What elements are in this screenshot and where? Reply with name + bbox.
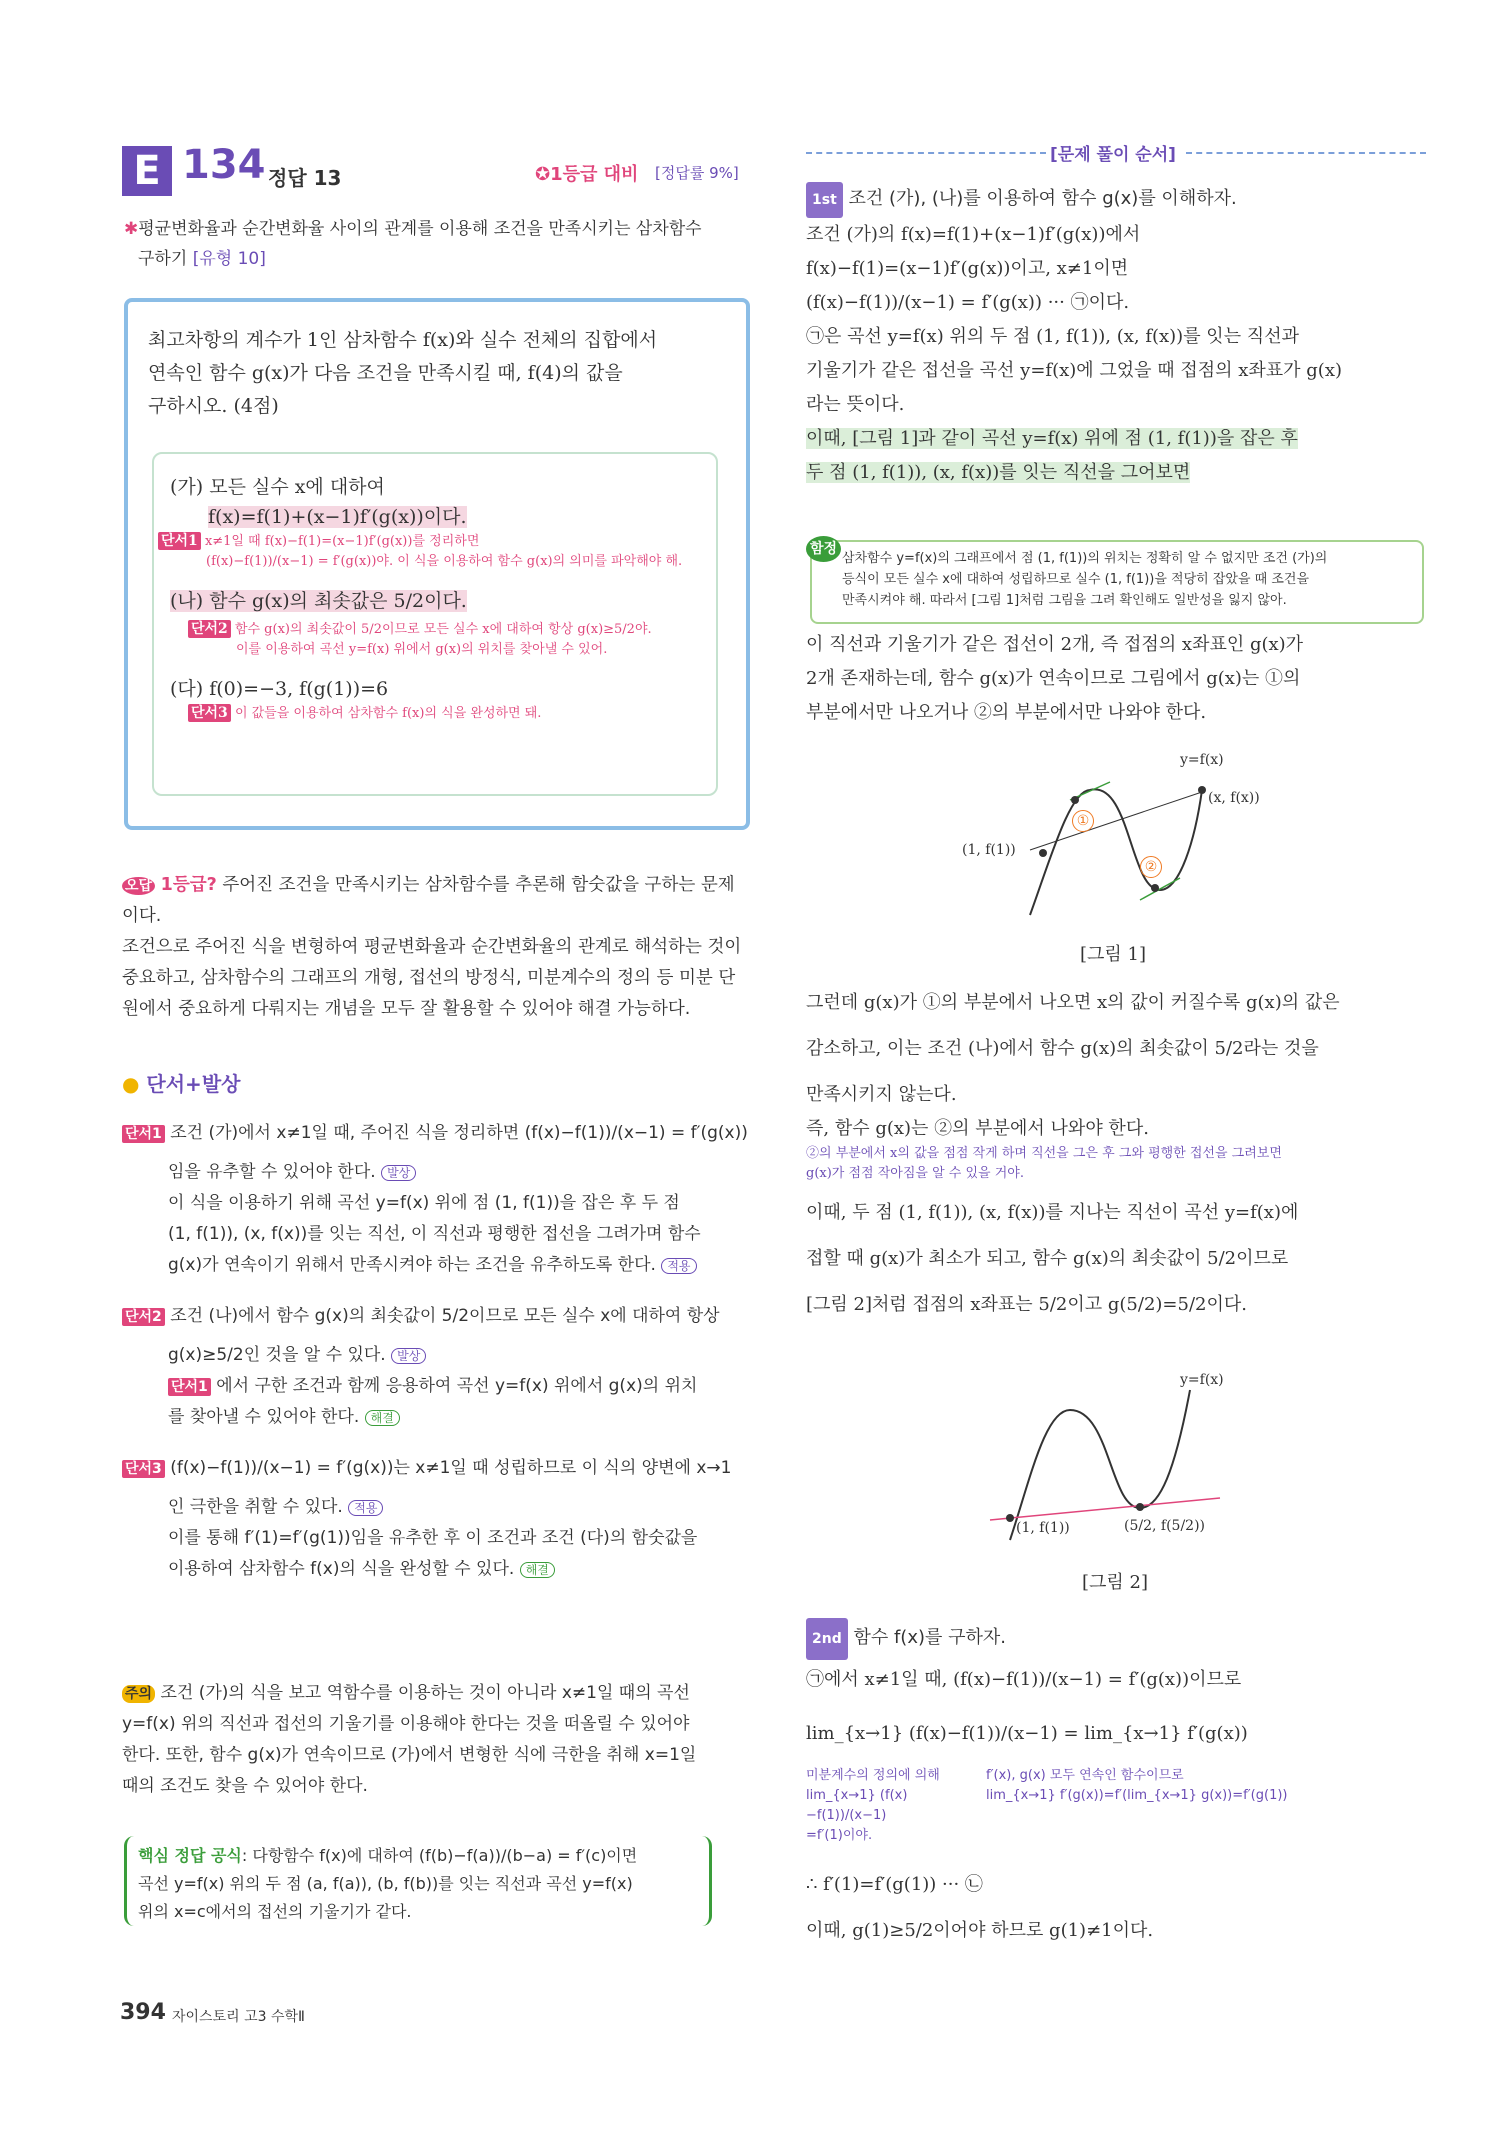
core-formula: 핵심 정답 공식: 다항함수 f(x)에 대하여 (f(b)−f(a))/(b−a) = f′(c)이면 곡선 y=f(x) 위의 두 점 (a, f(a)), (b, f(b))를 잇는 직선과 곡선 y=f(x) 위의 x=c에서의 접선의 기울기가 같다. bbox=[138, 1846, 638, 1921]
caution: 주의 조건 (가)의 식을 보고 역함수를 이용하는 것이 아니라 x≠1일 때의 곡선 y=f(x) 위의 직선과 접선의 기울기를 이용해야 한다는 것을 떠올릴 수 있어야 한다. 또한, 함수 g(x)가 연속이므로 (가)에서 변형한 식에 극한을 취해 x=1일 때의 조건도 찾을 수 있어야 한다. bbox=[122, 1683, 697, 1796]
clues-body: 단서1 조건 (가)에서 x≠1일 때, 주어진 식을 정리하면 (f(x)−f(1))/(x−1) = f′(g(x)) 임을 유추할 수 있어야 한다. 발상 이 식을 이용하기 위해 곡선 y=f(x) 위에 점 (1, f(1))을 잡은 후 두 점 (1, f(1)), (x, f(x))를 잇는 직선, 이 직선과 평행한 접선을 그려가며 함수 g(x)가 연속이기 위해서 만족시켜야 하는 조건을 유추하도록 한다. 적용 단서2 조건 (나)에서 함수 g(x)의 최솟값이 5/2이므로 모든 실수 x에 대하여 항상 g(x)≥5/2인 것을 알 수 있다. 발상 단서1 에서 구한 조건과 함께 응용하여 곡선 y=f(x) 위에서 g(x)의 위치 를 찾아낼 수 있어야 한다. 해결 단서3 (f(x)−f(1))/(x−1) = f′(g(x))는 x≠1일 때 성립하므로 이 식의 양변에 x→1 인 극한을 취할 수 있다. 적용 이를 통해 f′(1)=f′(g(1))임을 유추한 후 이 조건과 조건 (다)의 함숫값을 이용하여 삼차함수 f(x)의 식을 완성할 수 있다. 해결 bbox=[122, 1118, 748, 1585]
figure-1 bbox=[940, 750, 1320, 920]
fig1-caption: [그림 1] bbox=[1080, 944, 1146, 965]
solution-conclusion: ∴ f′(1)=f′(g(1)) ··· ㉡ 이때, g(1)≥5/2이어야 하므로 g(1)≠1이다. bbox=[806, 1874, 1154, 1941]
grade-badge: ✪1등급 대비 bbox=[535, 164, 639, 185]
fig2-tangent-point: (5/2, f(5/2)) bbox=[1124, 1518, 1205, 1534]
fig1-1f1: (1, f(1)) bbox=[962, 842, 1016, 858]
clues-heading: ● 단서+발상 bbox=[122, 1072, 241, 1096]
solution-para5: 이때, 두 점 (1, f(1)), (x, f(x))를 지나는 직선이 곡선 y=f(x)에 접할 때 g(x)가 최소가 되고, 함수 g(x)의 최솟값이 5/2이므로 [그림 2]처럼 접점의 x좌표는 5/2이고 g(5/2)=5/2이다. bbox=[806, 1202, 1299, 1315]
fig1-yfx: y=f(x) bbox=[1180, 752, 1224, 768]
section-letter: E bbox=[122, 146, 172, 196]
solution-para2: 이 직선과 기울기가 같은 접선이 2개, 즉 접점의 x좌표인 g(x)가 2개 존재하는데, 함수 g(x)가 연속이므로 그림에서 g(x)는 ①의 부분에서만 나오거나 ②의 부분에서만 나와야 한다. bbox=[806, 634, 1304, 723]
head-icon: ● bbox=[122, 1072, 140, 1096]
order-title: [문제 풀이 순서] bbox=[1050, 145, 1176, 165]
fig1-region2: ② bbox=[1140, 856, 1162, 878]
answer-label: 정답 13 bbox=[268, 166, 342, 190]
fig2-caption: [그림 2] bbox=[1082, 1572, 1148, 1593]
why-section: 오답 1등급? 주어진 조건을 만족시키는 삼차함수를 추론해 함숫값을 구하는 문제 이다. 조건으로 주어진 식을 변형하여 평균변화율과 순간변화율의 관계로 해석하는 것이 중요하고, 삼차함수의 그래프의 개형, 접선의 방정식, 미분계수의 정의 등 미분 단 원에서 중요하게 다뤄지는 개념을 모두 잘 활용할 수 있어야 해결 가능하다. bbox=[122, 875, 742, 1019]
divider-left bbox=[806, 152, 1046, 154]
star-icon: ✪ bbox=[535, 164, 551, 185]
fig1-xfx: (x, f(x)) bbox=[1208, 790, 1260, 806]
solution-para3: 그런데 g(x)가 ①의 부분에서 나오면 x의 값이 커질수록 g(x)의 값은 감소하고, 이는 조건 (나)에서 함수 g(x)의 최솟값이 5/2라는 것을 만족시키지 않는다. bbox=[806, 992, 1340, 1105]
book-title: 자이스토리 고3 수학Ⅱ bbox=[172, 2009, 305, 2025]
step2-notes: 미분계수의 정의에 의해 lim_{x→1} (f(x)−f(1))/(x−1) =f′(1)이야. f′(x), g(x) 모두 연속인 함수이므로 lim_{x→1} f′(g(x))=f′(lim_{x→1} g(x))=f′(g(1)) bbox=[806, 1768, 1288, 1843]
solution-step1: 1st 조건 (가), (나)를 이용하여 함수 g(x)를 이해하자. 조건 (가)의 f(x)=f(1)+(x−1)f′(g(x))에서 f(x)−f(1)=(x−1)f′(g(x))이고, x≠1이면 (f(x)−f(1))/(x−1) = f′(g(x)) ··· ㉠이다. ㉠은 곡선 y=f(x) 위의 두 점 (1, f(1)), (x, f(x))를 잇는 직선과 기울기가 같은 접선을 곡선 y=f(x)에 그었을 때 접점의 x좌표가 g(x) 라는 뜻이다. 이때, [그림 1]과 같이 곡선 y=f(x) 위에 점 (1, f(1))을 잡은 후 두 점 (1, f(1)), (x, f(x))를 잇는 직선을 그어보면 bbox=[806, 182, 1436, 490]
asterisk-icon: ✱ bbox=[124, 219, 139, 239]
problem-text: 최고차항의 계수가 1인 삼차함수 f(x)와 실수 전체의 집합에서 연속인 함수 g(x)가 다음 조건을 만족시킬 때, f(4)의 값을 구하시오. (4점) bbox=[148, 329, 658, 417]
solution-para4: 즉, 함수 g(x)는 ②의 부분에서 나와야 한다. ②의 부분에서 x의 값을 점점 작게 하며 직선을 그은 후 그와 평행한 접선을 그려보면 g(x)가 점점 작아짐을 알 수 있을 거야. bbox=[806, 1118, 1282, 1181]
trap-note: 삼차함수 y=f(x)의 그래프에서 점 (1, f(1))의 위치는 정확히 알 수 없지만 조건 (가)의 등식이 모든 실수 x에 대하여 성립하므로 실수 (1, f(1))을 적당히 잡았을 때 조건을 만족시켜야 해. 따라서 [그림 1]처럼 그림을 그려 확인해도 일반성을 잃지 않아. bbox=[842, 551, 1328, 608]
problem-number: 134 bbox=[182, 142, 266, 188]
intro: ✱평균변화율과 순간변화율 사이의 관계를 이용해 조건을 만족시키는 삼차함수 구하기 [유형 10] bbox=[124, 219, 702, 269]
trap-tag: 함정 bbox=[806, 536, 841, 562]
solution-step2: 2nd 함수 f(x)를 구하자. ㉠에서 x≠1일 때, (f(x)−f(1))/(x−1) = f′(g(x))이므로 lim_{x→1} (f(x)−f(1))/(x−1) = lim_{x→1} f′(g(x)) bbox=[806, 1618, 1436, 1754]
fig1-region1: ① bbox=[1072, 810, 1094, 832]
page-number: 394 bbox=[120, 2000, 166, 2025]
divider-right bbox=[1186, 152, 1426, 154]
fig2-1f1: (1, f(1)) bbox=[1016, 1520, 1070, 1536]
fig2-yfx: y=f(x) bbox=[1180, 1372, 1224, 1388]
conditions: (가) 모든 실수 x에 대하여 f(x)=f(1)+(x−1)f′(g(x))이다. 단서1 x≠1일 때 f(x)−f(1)=(x−1)f′(g(x))를 정리하면 (f(x)−f(1))/(x−1) = f′(g(x))야. 이 식을 이용하여 함수 g(x)의 의미를 파악해야 해. (나) 함수 g(x)의 최솟값은 5/2이다. 단서2 함수 g(x)의 최솟값이 5/2이므로 모든 실수 x에 대하여 항상 g(x)≥5/2야. 이를 이용하여 곡선 y=f(x) 위에서 g(x)의 위치를 찾아낼 수 있어. (다) f(0)=−3, f(g(1))=6 단서3 이 값들을 이용하여 삼차함수 f(x)의 식을 완성하면 돼. bbox=[170, 472, 710, 724]
accuracy-rate: [정답률 9%] bbox=[655, 164, 739, 182]
